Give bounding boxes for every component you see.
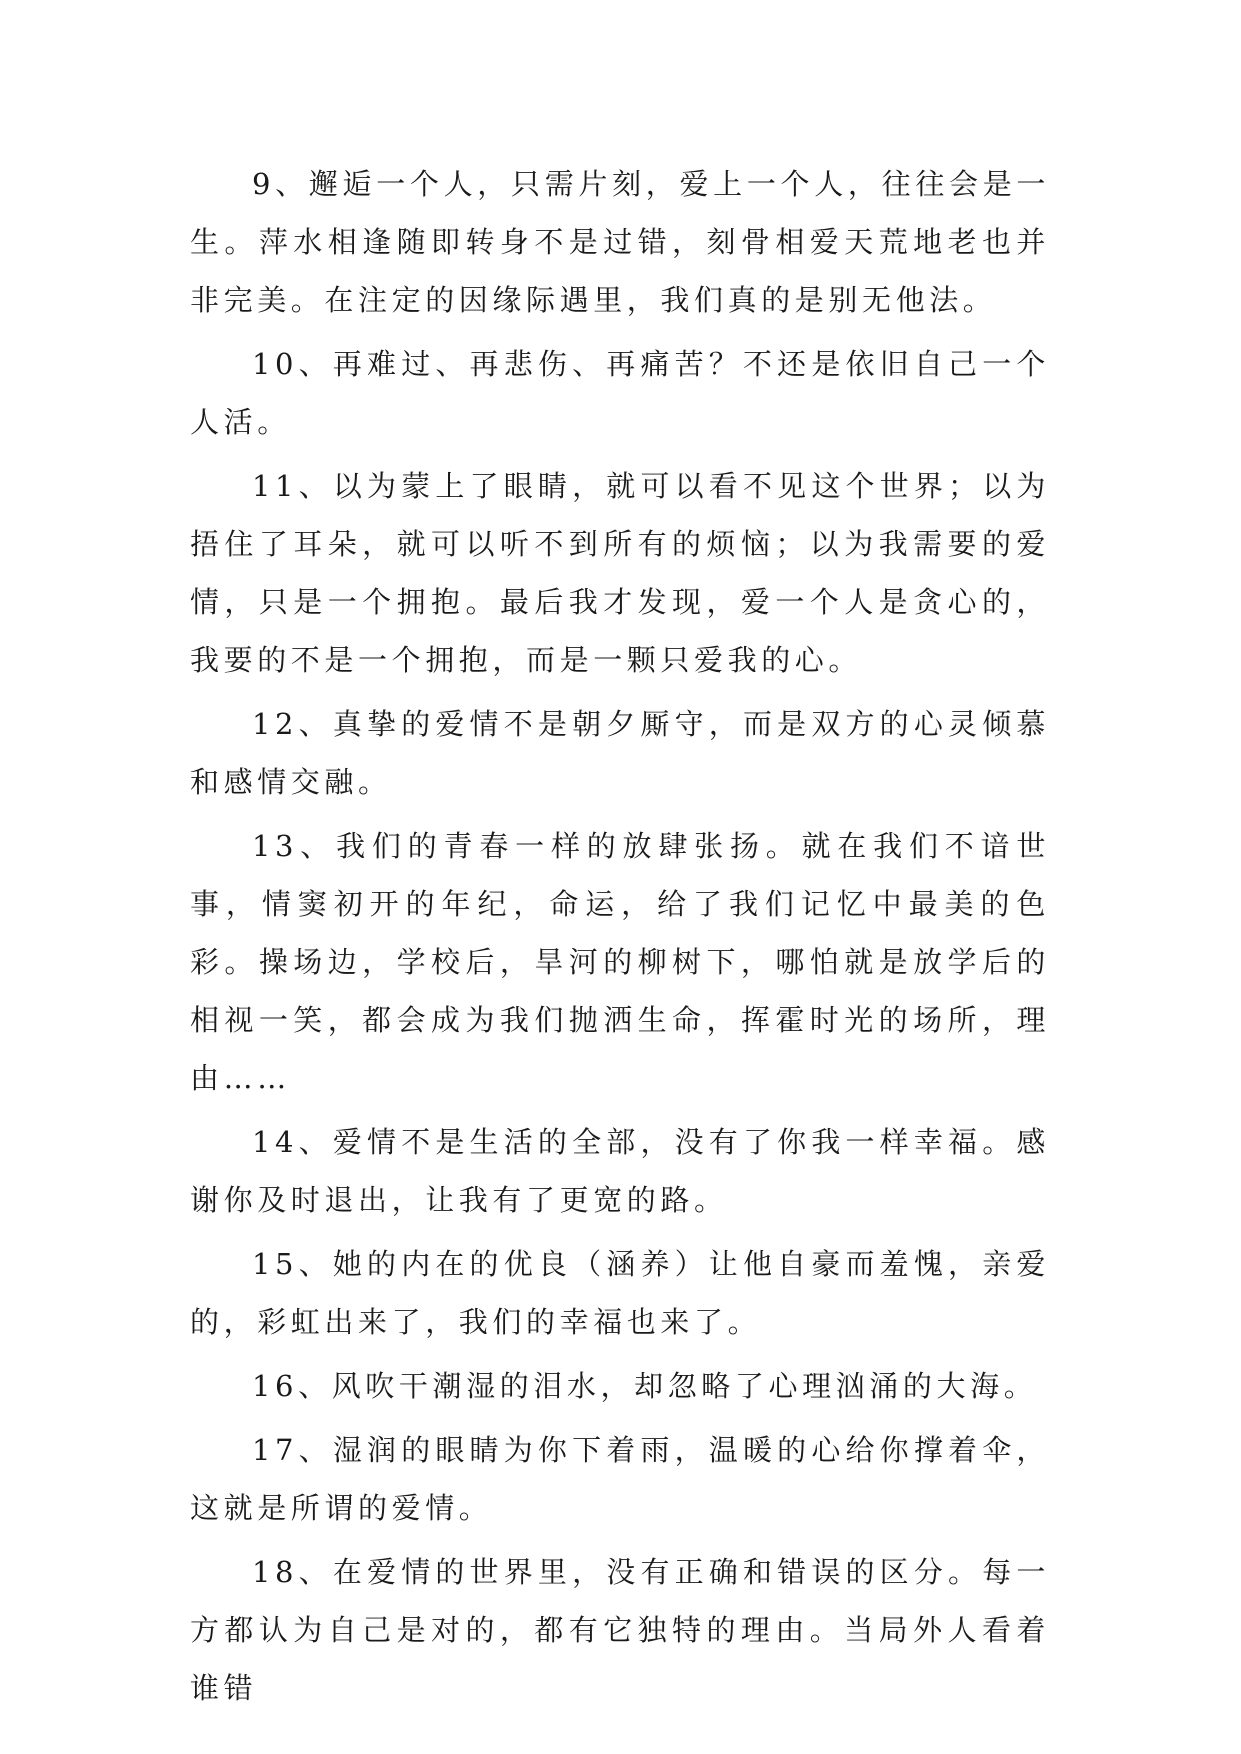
paragraph-10: 10、再难过、再悲伤、再痛苦？不还是依旧自己一个人活。 [190, 347, 1050, 439]
paragraph-17: 17、湿润的眼睛为你下着雨，温暖的心给你撑着伞，这就是所谓的爱情。 [190, 1433, 1050, 1525]
paragraph-9: 9、邂逅一个人，只需片刻，爱上一个人，往往会是一生。萍水相逢随即转身不是过错，刻骨相爱天荒地老也并非完美。在注定的因缘际遇里，我们真的是别无他法。 [190, 167, 1050, 317]
paragraph-15: 15、她的内在的优良（涵养）让他自豪而羞愧，亲爱的，彩虹出来了，我们的幸福也来了。 [190, 1247, 1050, 1339]
paragraph-12: 12、真挚的爱情不是朝夕厮守，而是双方的心灵倾慕和感情交融。 [190, 707, 1050, 799]
paragraph-16: 16、风吹干潮湿的泪水，却忽略了心理汹涌的大海。 [252, 1369, 1038, 1403]
paragraph-14: 14、爱情不是生活的全部，没有了你我一样幸福。感谢你及时退出，让我有了更宽的路。 [190, 1125, 1050, 1217]
paragraph-11: 11、以为蒙上了眼睛，就可以看不见这个世界；以为捂住了耳朵，就可以听不到所有的烦恼；以为我需要的爱情，只是一个拥抱。最后我才发现，爱一个人是贪心的，我要的不是一个拥抱，而是一颗只爱我的心。 [190, 469, 1050, 677]
document-body [190, 155, 1050, 1723]
paragraph-18: 18、在爱情的世界里，没有正确和错误的区分。每一方都认为自己是对的，都有它独特的理由。当局外人看着谁错 [190, 1555, 1050, 1705]
paragraph-13: 13、我们的青春一样的放肆张扬。就在我们不谙世事，情窦初开的年纪，命运，给了我们记忆中最美的色彩。操场边，学校后，旱河的柳树下，哪怕就是放学后的相视一笑，都会成为我们抛洒生命，挥霍时光的场所，理由…… [190, 829, 1050, 1095]
